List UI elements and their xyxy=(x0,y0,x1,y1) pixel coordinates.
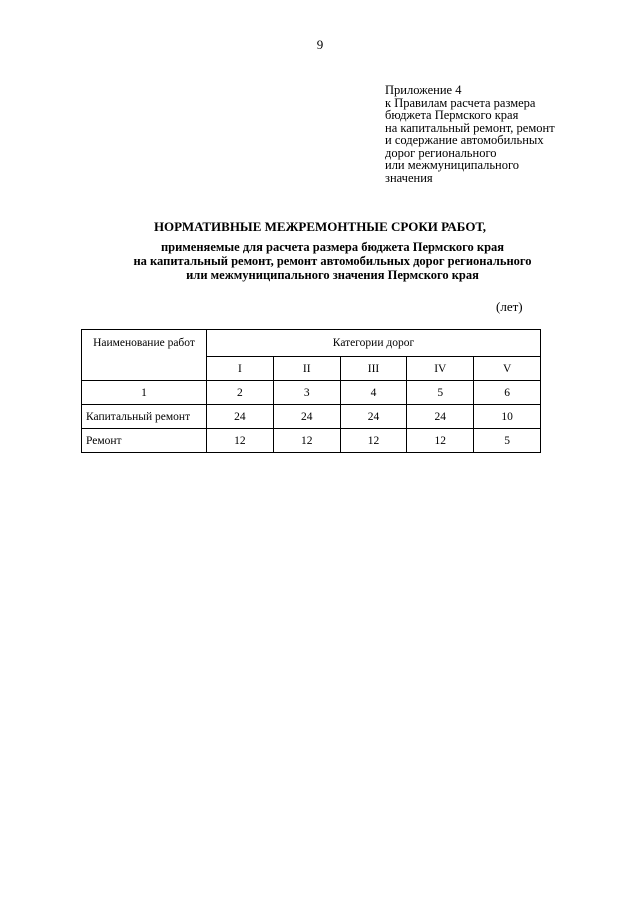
appendix-line: Приложение 4 xyxy=(385,83,462,97)
appendix-line: и содержание автомобильных xyxy=(385,133,544,147)
table-cell: 24 xyxy=(207,405,274,429)
table-cell: 24 xyxy=(340,405,407,429)
table-cell: 5 xyxy=(474,429,541,453)
category-cell: IV xyxy=(407,357,474,381)
appendix-line: или межмуниципального xyxy=(385,158,520,172)
numbering-cell: 1 xyxy=(82,381,207,405)
subtitle-line: применяемые для расчета размера бюджета Пермского края xyxy=(160,240,505,254)
table-cell: 12 xyxy=(407,429,474,453)
appendix-line: на капитальный ремонт, ремонт xyxy=(385,120,555,135)
table-cell: 10 xyxy=(474,405,541,429)
row-label: Капитальный ремонт xyxy=(82,405,207,429)
table-cell: 12 xyxy=(273,429,340,453)
subtitle-line: на капитальный ремонт, ремонт автомобильных дорог регионального xyxy=(133,254,532,268)
numbering-cell: 3 xyxy=(273,381,340,405)
numbering-cell: 6 xyxy=(474,381,541,405)
category-cell: III xyxy=(340,357,407,381)
header-work-name: Наименование работ xyxy=(82,330,207,381)
document-title: НОРМАТИВНЫЕ МЕЖРЕМОНТНЫЕ СРОКИ РАБОТ, xyxy=(153,219,487,234)
category-cell: II xyxy=(273,357,340,381)
category-cell: I xyxy=(207,357,274,381)
norms-table xyxy=(81,329,541,453)
appendix-line: к Правилам расчета размера xyxy=(385,95,536,110)
table-row xyxy=(82,405,541,429)
table-cell: 24 xyxy=(407,405,474,429)
numbering-cell: 2 xyxy=(207,381,274,405)
row-label: Ремонт xyxy=(82,429,207,453)
numbering-cell: 4 xyxy=(340,381,407,405)
subtitle-line: или межмуниципального значения Пермского края xyxy=(186,268,479,282)
units-label: (лет) xyxy=(496,299,523,314)
appendix-line: дорог регионального xyxy=(385,145,497,160)
table-cell: 24 xyxy=(273,405,340,429)
table-row xyxy=(82,429,541,453)
header-road-categories: Категории дорог xyxy=(207,330,541,357)
page-number: 9 xyxy=(316,37,324,52)
document-subtitle xyxy=(0,240,640,282)
appendix-note xyxy=(385,84,625,184)
table-cell: 12 xyxy=(340,429,407,453)
appendix-line: бюджета Пермского края xyxy=(385,108,519,122)
category-cell: V xyxy=(474,357,541,381)
table-numbering-row xyxy=(82,381,541,405)
table-header-row xyxy=(82,330,541,357)
numbering-cell: 5 xyxy=(407,381,474,405)
appendix-line: значения xyxy=(385,170,433,185)
table-cell: 12 xyxy=(207,429,274,453)
